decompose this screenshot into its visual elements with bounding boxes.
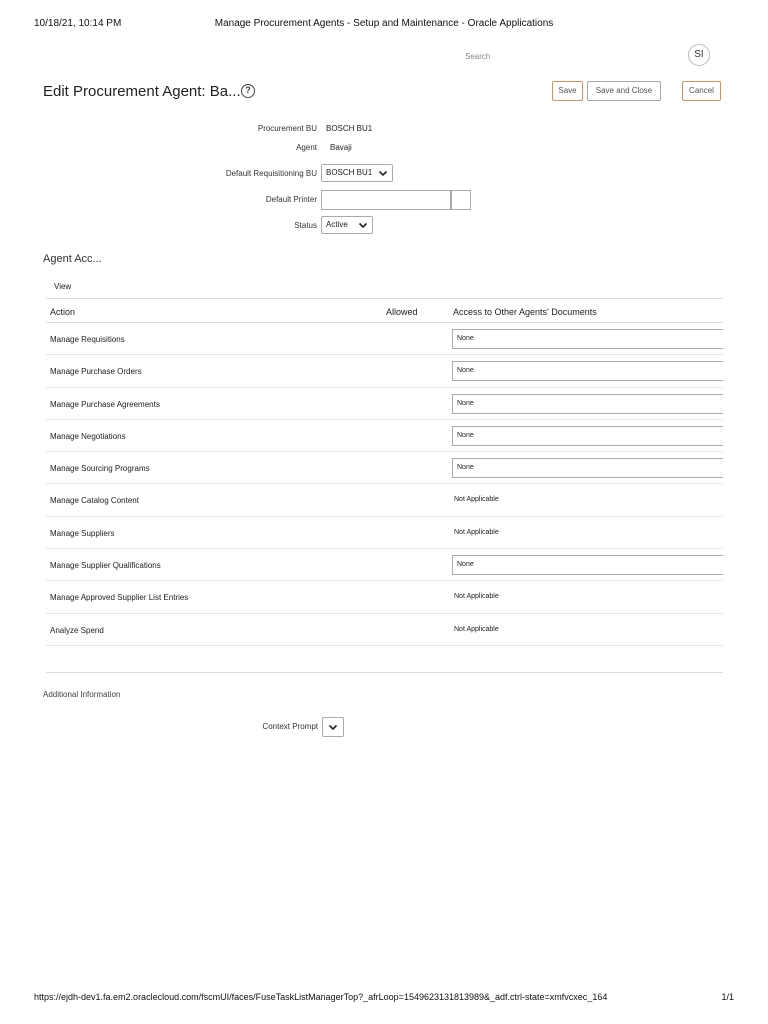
column-action[interactable]: Action [50, 307, 76, 317]
default-printer-label: Default Printer [265, 195, 317, 204]
default-printer-input[interactable] [321, 190, 451, 210]
access-value: Not Applicable [454, 528, 499, 536]
default-req-bu-value: BOSCH BU1 [326, 168, 373, 177]
procurement-bu-label: Procurement BU [257, 124, 317, 133]
row-action: Manage Purchase Agreements [50, 399, 160, 409]
row-action: Manage Supplier Qualifications [50, 561, 161, 571]
access-select[interactable]: None [452, 329, 723, 349]
table-row [46, 549, 723, 581]
help-circle-icon[interactable]: ? [241, 84, 255, 98]
cancel-button[interactable]: Cancel [682, 81, 721, 101]
print-footer [34, 992, 734, 1002]
context-prompt-select[interactable] [322, 717, 344, 737]
column-access[interactable]: Access to Other Agents' Documents [453, 307, 597, 317]
status-value: Active [326, 220, 348, 229]
table-row [46, 323, 723, 355]
chevron-down-icon [328, 722, 338, 732]
agent-access-table [46, 298, 723, 646]
access-select[interactable]: None [452, 426, 723, 446]
user-avatar[interactable]: SI [688, 44, 710, 66]
row-action: Manage Sourcing Programs [50, 464, 150, 474]
view-menu[interactable]: View [54, 282, 72, 291]
row-action: Manage Negotiations [50, 431, 126, 441]
status-label: Status [294, 221, 317, 230]
row-action: Manage Suppliers [50, 528, 115, 538]
row-action: Analyze Spend [50, 625, 104, 635]
agent-value: Bavaji [330, 143, 352, 152]
table-row [46, 420, 723, 452]
access-select[interactable]: None [452, 361, 723, 381]
access-value: Not Applicable [454, 593, 499, 601]
table-row [46, 484, 723, 516]
print-url: https://ejdh-dev1.fa.em2.oraclecloud.com/fscmUI/faces/FuseTaskListManagerTop?_afrLoop=1549623131813989&_adf.ctrl-state=xmfvcxec_164 [34, 992, 608, 1002]
row-action: Manage Purchase Orders [50, 367, 142, 377]
table-row [46, 388, 723, 420]
table-row [46, 614, 723, 646]
table-row [46, 517, 723, 549]
print-timestamp: 10/18/21, 10:14 PM [34, 18, 122, 29]
additional-info-title[interactable]: Additional Information [43, 690, 121, 699]
save-and-close-button[interactable]: Save and Close [587, 81, 661, 101]
search-field[interactable]: Search [465, 52, 491, 61]
save-button[interactable]: Save [552, 81, 583, 101]
print-page-number: 1/1 [721, 992, 734, 1002]
context-prompt-label: Context Prompt [262, 722, 318, 731]
table-row [46, 355, 723, 387]
table-footer-divider [46, 672, 723, 673]
column-allowed[interactable]: Allowed [386, 307, 418, 317]
default-req-bu-label: Default Requisitioning BU [225, 169, 317, 178]
default-printer-search-button[interactable] [451, 190, 471, 210]
agent-access-title[interactable]: Agent Acc... [43, 253, 102, 265]
status-select[interactable] [321, 216, 373, 234]
chevron-down-icon [358, 220, 368, 230]
procurement-bu-value: BOSCH BU1 [326, 124, 373, 133]
print-title: Manage Procurement Agents - Setup and Maintenance - Oracle Applications [214, 18, 554, 29]
default-req-bu-select[interactable] [321, 164, 393, 182]
print-header [34, 18, 734, 32]
access-select[interactable]: None [452, 555, 723, 575]
access-value: Not Applicable [454, 625, 499, 633]
table-header [46, 298, 723, 323]
access-select[interactable]: None [452, 394, 723, 414]
table-row [46, 452, 723, 484]
row-action: Manage Requisitions [50, 335, 125, 344]
table-row [46, 581, 723, 613]
chevron-down-icon [378, 168, 388, 178]
page-title: Edit Procurement Agent: Ba... [43, 83, 241, 100]
row-action: Manage Catalog Content [50, 496, 139, 506]
access-value: Not Applicable [454, 496, 499, 504]
row-action: Manage Approved Supplier List Entries [50, 593, 189, 603]
access-select[interactable]: None [452, 458, 723, 478]
agent-label: Agent [296, 143, 317, 152]
